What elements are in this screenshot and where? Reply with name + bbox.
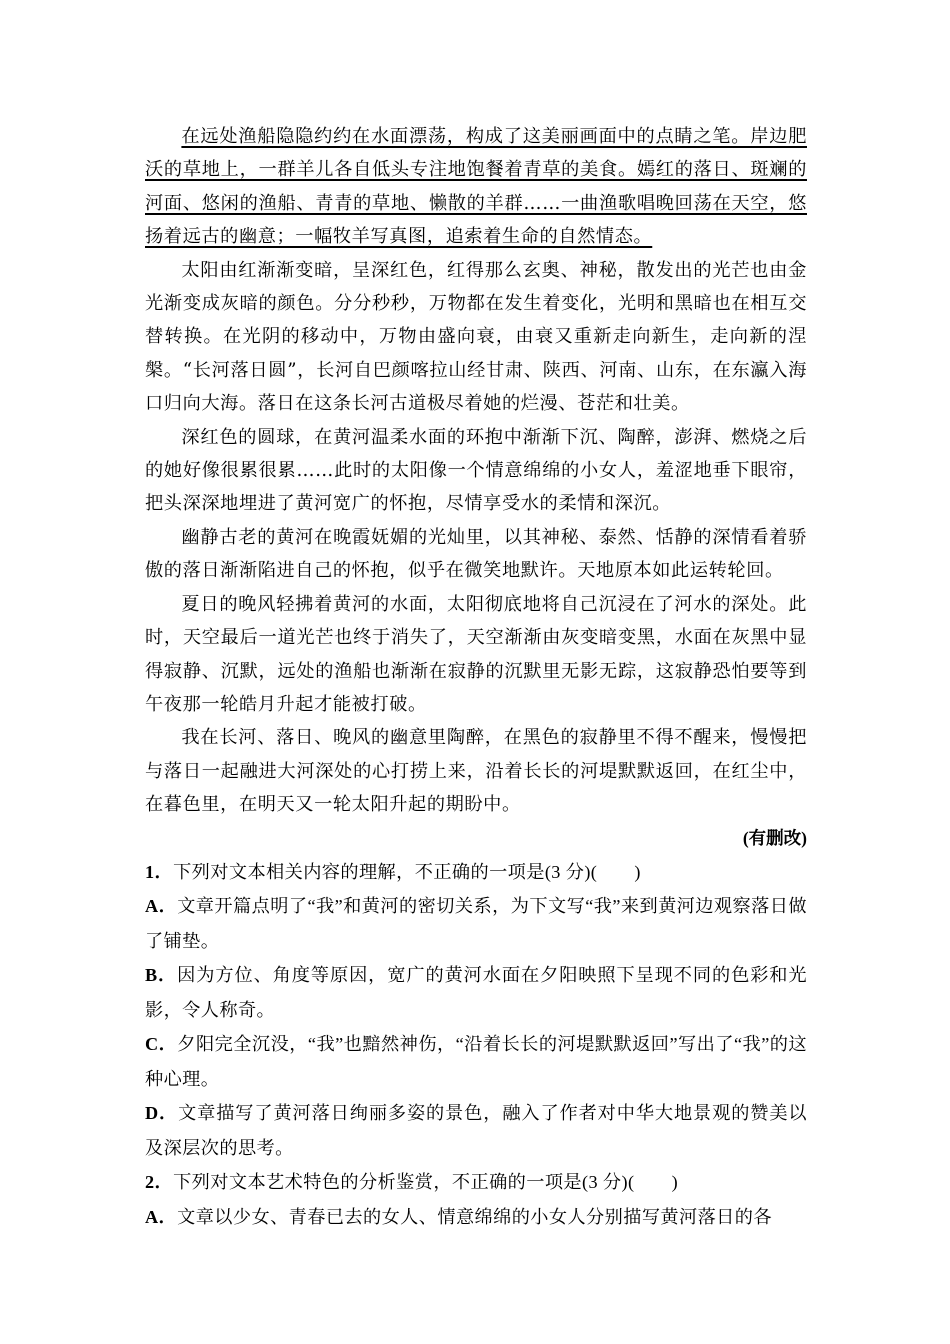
question-1-option-c: [145, 1027, 807, 1096]
question-2-stem: [145, 1165, 807, 1200]
option-label: B．: [145, 965, 178, 986]
question-2-text: 下列对文本艺术特色的分析鉴赏，不正确的一项是(3 分)( ): [173, 1172, 679, 1193]
essay-paragraph-6: 我在长河、落日、晚风的幽意里陶醉，在黑色的寂静里不得不醒来，慢慢把与落日一起融进大河深处的心打捞上来，沿着长长的河堤默默返回，在红尘中，在暮色里，在明天又一轮太阳升起的期盼中。: [145, 727, 807, 816]
question-1-option-d: [145, 1096, 807, 1165]
essay-paragraph-1: [145, 120, 807, 254]
option-label: C．: [145, 1034, 178, 1055]
source-note: (有删改): [742, 827, 807, 848]
option-label: A．: [145, 1206, 178, 1227]
option-text: 文章描写了黄河落日绚丽多姿的景色，融入了作者对中华大地景观的赞美以及深层次的思考。: [145, 1103, 807, 1158]
question-1-option-a: [145, 889, 807, 958]
question-2-option-a: [145, 1200, 807, 1235]
question-1-number: 1．: [145, 861, 174, 882]
essay-paragraph-5: 夏日的晚风轻拂着黄河的水面，太阳彻底地将自己沉浸在了河水的深处。此时，天空最后一道光芒也终于消失了，天空渐渐由灰变暗变黑，水面在灰黑中显得寂静、沉默，远处的渔船也渐渐在寂静的沉默里无影无踪，这寂静恐怕要等到午夜那一轮皓月升起才能被打破。: [145, 593, 807, 715]
underlined-passage: 在远处渔船隐隐约约在水面漂荡，构成了这美丽画面中的点睛之笔。岸边肥沃的草地上，一群羊儿各自低头专注地饱餐着青草的美食。嫣红的落日、斑斓的河面、悠闲的渔船、青青的草地、懒散的羊群……一曲渔歌唱晚回荡在天空，悠扬着远古的幽意；一幅牧羊写真图，追索着生命的自然情态。: [145, 126, 807, 248]
essay-paragraph-3: 深红色的圆球，在黄河温柔水面的环抱中渐渐下沉、陶醉，澎湃、燃烧之后的她好像很累很累……此时的太阳像一个情意绵绵的小女人，羞涩地垂下眼帘，把头深深地埋进了黄河宽广的怀抱，尽情享受水的柔情和深沉。: [145, 426, 807, 515]
option-text: 文章以少女、青春已去的女人、情意绵绵的小女人分别描写黄河落日的各: [177, 1206, 772, 1227]
question-2-number: 2．: [145, 1172, 174, 1193]
question-1-stem: [145, 855, 807, 890]
essay-paragraph-4: 幽静古老的黄河在晚霞妩媚的光灿里，以其神秘、泰然、恬静的深情看着骄傲的落日渐渐陷进自己的怀抱，似乎在微笑地默许。天地原本如此运转轮回。: [145, 526, 807, 582]
question-1-text: 下列对文本相关内容的理解，不正确的一项是(3 分)( ): [173, 861, 641, 882]
option-label: A．: [145, 896, 178, 917]
essay-paragraph-2: 太阳由红渐渐变暗，呈深红色，红得那么玄奥、神秘，散发出的光芒也由金光渐变成灰暗的颜色。分分秒秒，万物都在发生着变化，光明和黑暗也在相互交替转换。在光阴的移动中，万物由盛向衰，由衰又重新走向新生，走向新的涅槃。“长河落日圆”，长河自巴颜喀拉山经甘肃、陕西、河南、山东，在东瀛入海口归向大海。落日在这条长河古道极尽着她的烂漫、苍茫和壮美。: [145, 259, 807, 415]
option-text: 因为方位、角度等原因，宽广的黄河水面在夕阳映照下呈现不同的色彩和光影，令人称奇。: [145, 965, 808, 1020]
option-label: D．: [145, 1103, 179, 1124]
question-1-option-b: [145, 958, 807, 1027]
option-text: 文章开篇点明了“我”和黄河的密切关系，为下文写“我”来到黄河边观察落日做了铺垫。: [145, 896, 807, 951]
document-page: [145, 120, 807, 1234]
option-text: 夕阳完全沉没，“我”也黯然神伤，“沿着长长的河堤默默返回”写出了“我”的这种心理。: [145, 1034, 807, 1089]
